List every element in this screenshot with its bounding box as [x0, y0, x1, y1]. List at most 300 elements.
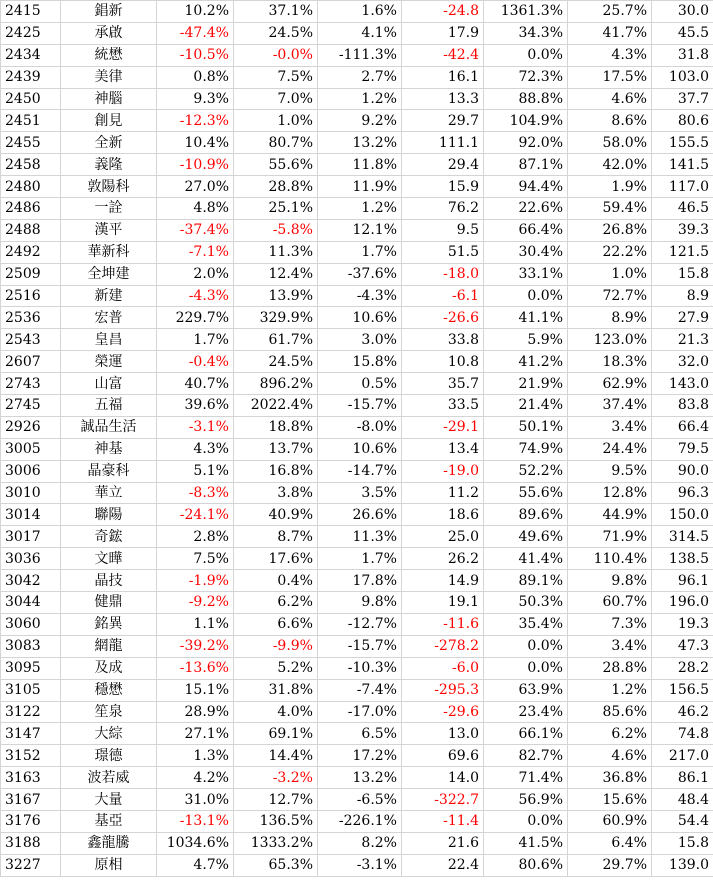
stock-name-cell: 創見: [61, 110, 157, 132]
stock-name-cell: 承啟: [61, 22, 157, 44]
metric-3-cell: 26.6%: [318, 504, 402, 526]
table-row: [1, 219, 713, 241]
price-cell: 15.8: [652, 832, 713, 854]
metric-5-cell: 104.9%: [484, 110, 568, 132]
metric-3-cell: 3.5%: [318, 482, 402, 504]
metric-6-cell: 9.5%: [568, 460, 652, 482]
metric-4-cell: 33.8: [402, 329, 484, 351]
metric-3-cell: 1.2%: [318, 198, 402, 220]
table-row: [1, 592, 713, 614]
metric-2-cell: 13.7%: [234, 438, 318, 460]
metric-4-cell: 29.4: [402, 154, 484, 176]
table-row: [1, 263, 713, 285]
metric-2-cell: 31.8%: [234, 679, 318, 701]
stock-name-cell: 聯陽: [61, 504, 157, 526]
stock-code-cell: 3188: [1, 832, 61, 854]
price-cell: 96.3: [652, 482, 713, 504]
metric-3-cell: 15.8%: [318, 351, 402, 373]
metric-5-cell: 89.1%: [484, 570, 568, 592]
metric-5-cell: 82.7%: [484, 745, 568, 767]
metric-1-cell: 5.1%: [157, 460, 234, 482]
metric-2-cell: 40.9%: [234, 504, 318, 526]
metric-6-cell: 7.3%: [568, 613, 652, 635]
metric-4-cell: -6.0: [402, 657, 484, 679]
stock-name-cell: 文曄: [61, 548, 157, 570]
price-cell: 8.9: [652, 285, 713, 307]
stock-name-cell: 誠品生活: [61, 416, 157, 438]
table-row: [1, 767, 713, 789]
metric-4-cell: 11.2: [402, 482, 484, 504]
metric-2-cell: 24.5%: [234, 22, 318, 44]
metric-2-cell: 61.7%: [234, 329, 318, 351]
metric-5-cell: 41.4%: [484, 548, 568, 570]
metric-4-cell: 25.0: [402, 526, 484, 548]
metric-5-cell: 0.0%: [484, 44, 568, 66]
metric-1-cell: 4.7%: [157, 854, 234, 876]
stock-code-cell: 3152: [1, 745, 61, 767]
metric-4-cell: -322.7: [402, 789, 484, 811]
metric-3-cell: -37.6%: [318, 263, 402, 285]
stock-name-cell: 五福: [61, 395, 157, 417]
table-row: [1, 482, 713, 504]
price-cell: 138.5: [652, 548, 713, 570]
table-row: [1, 395, 713, 417]
stock-name-cell: 榮運: [61, 351, 157, 373]
metric-3-cell: 0.5%: [318, 373, 402, 395]
table-row: [1, 504, 713, 526]
metric-2-cell: 80.7%: [234, 132, 318, 154]
stock-name-cell: 全新: [61, 132, 157, 154]
metric-1-cell: -47.4%: [157, 22, 234, 44]
metric-6-cell: 85.6%: [568, 701, 652, 723]
metric-4-cell: 14.9: [402, 570, 484, 592]
stock-code-cell: 2434: [1, 44, 61, 66]
metric-2-cell: 4.0%: [234, 701, 318, 723]
metric-5-cell: 41.2%: [484, 351, 568, 373]
stock-code-cell: 3014: [1, 504, 61, 526]
price-cell: 156.5: [652, 679, 713, 701]
metric-2-cell: 24.5%: [234, 351, 318, 373]
metric-1-cell: -13.6%: [157, 657, 234, 679]
stock-code-cell: 2439: [1, 66, 61, 88]
metric-2-cell: -3.2%: [234, 767, 318, 789]
stock-code-cell: 2745: [1, 395, 61, 417]
stock-name-cell: 大綜: [61, 723, 157, 745]
metric-4-cell: 15.9: [402, 176, 484, 198]
metric-5-cell: 71.4%: [484, 767, 568, 789]
stock-name-cell: 奇鋐: [61, 526, 157, 548]
stock-name-cell: 漢平: [61, 219, 157, 241]
metric-2-cell: 1.0%: [234, 110, 318, 132]
metric-4-cell: 9.5: [402, 219, 484, 241]
metric-5-cell: 49.6%: [484, 526, 568, 548]
metric-6-cell: 62.9%: [568, 373, 652, 395]
metric-3-cell: -8.0%: [318, 416, 402, 438]
stock-name-cell: 敦陽科: [61, 176, 157, 198]
metric-5-cell: 22.6%: [484, 198, 568, 220]
table-row: [1, 66, 713, 88]
metric-1-cell: 1.3%: [157, 745, 234, 767]
metric-4-cell: 69.6: [402, 745, 484, 767]
stock-name-cell: 一詮: [61, 198, 157, 220]
metric-6-cell: 24.4%: [568, 438, 652, 460]
stock-code-cell: 2926: [1, 416, 61, 438]
metric-4-cell: 13.3: [402, 88, 484, 110]
metric-4-cell: 35.7: [402, 373, 484, 395]
table-row: [1, 307, 713, 329]
stock-name-cell: 宏普: [61, 307, 157, 329]
metric-3-cell: 11.3%: [318, 526, 402, 548]
stock-name-cell: 基亞: [61, 810, 157, 832]
metric-4-cell: 111.1: [402, 132, 484, 154]
metric-1-cell: 27.0%: [157, 176, 234, 198]
metric-1-cell: -9.2%: [157, 592, 234, 614]
metric-6-cell: 25.7%: [568, 1, 652, 23]
metric-1-cell: -37.4%: [157, 219, 234, 241]
price-cell: 46.2: [652, 701, 713, 723]
metric-3-cell: -15.7%: [318, 635, 402, 657]
price-cell: 150.0: [652, 504, 713, 526]
metric-6-cell: 1.9%: [568, 176, 652, 198]
table-row: [1, 832, 713, 854]
metric-1-cell: 1034.6%: [157, 832, 234, 854]
table-row: [1, 548, 713, 570]
price-cell: 314.5: [652, 526, 713, 548]
table-row: [1, 132, 713, 154]
metric-5-cell: 63.9%: [484, 679, 568, 701]
metric-4-cell: 29.7: [402, 110, 484, 132]
metric-1-cell: 1.7%: [157, 329, 234, 351]
metric-5-cell: 23.4%: [484, 701, 568, 723]
metric-2-cell: 0.4%: [234, 570, 318, 592]
metric-1-cell: 4.8%: [157, 198, 234, 220]
metric-2-cell: 1333.2%: [234, 832, 318, 854]
table-row: [1, 679, 713, 701]
metric-5-cell: 94.4%: [484, 176, 568, 198]
metric-4-cell: -26.6: [402, 307, 484, 329]
metric-6-cell: 9.8%: [568, 570, 652, 592]
metric-6-cell: 18.3%: [568, 351, 652, 373]
stock-name-cell: 笙泉: [61, 701, 157, 723]
metric-1-cell: 10.2%: [157, 1, 234, 23]
price-cell: 196.0: [652, 592, 713, 614]
metric-1-cell: 2.8%: [157, 526, 234, 548]
metric-3-cell: -10.3%: [318, 657, 402, 679]
metric-5-cell: 92.0%: [484, 132, 568, 154]
table-row: [1, 154, 713, 176]
metric-5-cell: 41.1%: [484, 307, 568, 329]
stock-name-cell: 晶豪科: [61, 460, 157, 482]
metric-2-cell: -9.9%: [234, 635, 318, 657]
stock-code-cell: 3010: [1, 482, 61, 504]
metric-1-cell: 27.1%: [157, 723, 234, 745]
table-row: [1, 789, 713, 811]
metric-2-cell: 17.6%: [234, 548, 318, 570]
metric-6-cell: 17.5%: [568, 66, 652, 88]
price-cell: 117.0: [652, 176, 713, 198]
metric-2-cell: -5.8%: [234, 219, 318, 241]
price-cell: 27.9: [652, 307, 713, 329]
metric-3-cell: -14.7%: [318, 460, 402, 482]
metric-1-cell: -39.2%: [157, 635, 234, 657]
metric-2-cell: 12.4%: [234, 263, 318, 285]
stock-name-cell: 神基: [61, 438, 157, 460]
stock-code-cell: 2516: [1, 285, 61, 307]
stock-code-cell: 3163: [1, 767, 61, 789]
stock-code-cell: 2486: [1, 198, 61, 220]
table-row: [1, 416, 713, 438]
table-row: [1, 1, 713, 23]
metric-6-cell: 3.4%: [568, 635, 652, 657]
stock-code-cell: 2607: [1, 351, 61, 373]
stock-name-cell: 全坤建: [61, 263, 157, 285]
metric-6-cell: 6.4%: [568, 832, 652, 854]
stock-name-cell: 義隆: [61, 154, 157, 176]
metric-5-cell: 21.4%: [484, 395, 568, 417]
stock-name-cell: 晶技: [61, 570, 157, 592]
metric-4-cell: -29.1: [402, 416, 484, 438]
metric-3-cell: -17.0%: [318, 701, 402, 723]
metric-4-cell: 22.4: [402, 854, 484, 876]
metric-6-cell: 26.8%: [568, 219, 652, 241]
price-cell: 155.5: [652, 132, 713, 154]
table-row: [1, 701, 713, 723]
metric-3-cell: 17.8%: [318, 570, 402, 592]
table-row: [1, 745, 713, 767]
metric-4-cell: -11.4: [402, 810, 484, 832]
stock-code-cell: 3083: [1, 635, 61, 657]
stock-name-cell: 美律: [61, 66, 157, 88]
stock-code-cell: 3147: [1, 723, 61, 745]
metric-3-cell: 9.2%: [318, 110, 402, 132]
metric-2-cell: 7.0%: [234, 88, 318, 110]
table-row: [1, 526, 713, 548]
metric-4-cell: 14.0: [402, 767, 484, 789]
metric-1-cell: 229.7%: [157, 307, 234, 329]
stock-code-cell: 3227: [1, 854, 61, 876]
metric-5-cell: 56.9%: [484, 789, 568, 811]
metric-1-cell: 15.1%: [157, 679, 234, 701]
metric-4-cell: -24.8: [402, 1, 484, 23]
metric-4-cell: 13.0: [402, 723, 484, 745]
metric-6-cell: 29.7%: [568, 854, 652, 876]
metric-5-cell: 30.4%: [484, 241, 568, 263]
stock-code-cell: 3006: [1, 460, 61, 482]
metric-4-cell: -42.4: [402, 44, 484, 66]
metric-4-cell: -295.3: [402, 679, 484, 701]
stock-code-cell: 3095: [1, 657, 61, 679]
metric-2-cell: 55.6%: [234, 154, 318, 176]
metric-4-cell: 26.2: [402, 548, 484, 570]
table-row: [1, 351, 713, 373]
metric-4-cell: -29.6: [402, 701, 484, 723]
stock-name-cell: 波若威: [61, 767, 157, 789]
metric-1-cell: -1.9%: [157, 570, 234, 592]
stock-code-cell: 2450: [1, 88, 61, 110]
table-row: [1, 198, 713, 220]
metric-2-cell: 18.8%: [234, 416, 318, 438]
metric-6-cell: 8.9%: [568, 307, 652, 329]
metric-5-cell: 21.9%: [484, 373, 568, 395]
metric-6-cell: 37.4%: [568, 395, 652, 417]
stock-name-cell: 錩新: [61, 1, 157, 23]
stock-code-cell: 3176: [1, 810, 61, 832]
stock-name-cell: 璟德: [61, 745, 157, 767]
metric-5-cell: 88.8%: [484, 88, 568, 110]
metric-3-cell: 1.6%: [318, 1, 402, 23]
price-cell: 74.8: [652, 723, 713, 745]
metric-1-cell: -0.4%: [157, 351, 234, 373]
metric-4-cell: 76.2: [402, 198, 484, 220]
stock-code-cell: 2425: [1, 22, 61, 44]
metric-1-cell: -12.3%: [157, 110, 234, 132]
metric-3-cell: 10.6%: [318, 307, 402, 329]
metric-2-cell: 37.1%: [234, 1, 318, 23]
metric-6-cell: 110.4%: [568, 548, 652, 570]
stock-name-cell: 山富: [61, 373, 157, 395]
metric-6-cell: 1.0%: [568, 263, 652, 285]
table-row: [1, 635, 713, 657]
stock-code-cell: 3005: [1, 438, 61, 460]
stock-name-cell: 鑫龍騰: [61, 832, 157, 854]
metric-2-cell: 8.7%: [234, 526, 318, 548]
price-cell: 103.0: [652, 66, 713, 88]
metric-2-cell: 13.9%: [234, 285, 318, 307]
metric-3-cell: -4.3%: [318, 285, 402, 307]
metric-5-cell: 50.3%: [484, 592, 568, 614]
metric-1-cell: 7.5%: [157, 548, 234, 570]
metric-6-cell: 60.7%: [568, 592, 652, 614]
price-cell: 19.3: [652, 613, 713, 635]
metric-1-cell: 0.8%: [157, 66, 234, 88]
metric-5-cell: 66.1%: [484, 723, 568, 745]
metric-2-cell: 6.2%: [234, 592, 318, 614]
metric-5-cell: 52.2%: [484, 460, 568, 482]
stock-name-cell: 皇昌: [61, 329, 157, 351]
price-cell: 30.0: [652, 1, 713, 23]
metric-1-cell: 4.2%: [157, 767, 234, 789]
price-cell: 217.0: [652, 745, 713, 767]
metric-3-cell: -3.1%: [318, 854, 402, 876]
metric-5-cell: 33.1%: [484, 263, 568, 285]
metric-6-cell: 71.9%: [568, 526, 652, 548]
metric-3-cell: -15.7%: [318, 395, 402, 417]
stock-code-cell: 3060: [1, 613, 61, 635]
metric-2-cell: 11.3%: [234, 241, 318, 263]
metric-3-cell: -12.7%: [318, 613, 402, 635]
table-row: [1, 810, 713, 832]
stock-code-cell: 2488: [1, 219, 61, 241]
metric-1-cell: -7.1%: [157, 241, 234, 263]
metric-6-cell: 6.2%: [568, 723, 652, 745]
metric-3-cell: 13.2%: [318, 132, 402, 154]
metric-3-cell: 9.8%: [318, 592, 402, 614]
metric-4-cell: -19.0: [402, 460, 484, 482]
metric-5-cell: 80.6%: [484, 854, 568, 876]
metric-4-cell: 16.1: [402, 66, 484, 88]
price-cell: 79.5: [652, 438, 713, 460]
metric-2-cell: 7.5%: [234, 66, 318, 88]
price-cell: 45.5: [652, 22, 713, 44]
metric-3-cell: 6.5%: [318, 723, 402, 745]
metric-6-cell: 123.0%: [568, 329, 652, 351]
stock-code-cell: 2509: [1, 263, 61, 285]
stock-name-cell: 原相: [61, 854, 157, 876]
metric-2-cell: 5.2%: [234, 657, 318, 679]
metric-1-cell: 9.3%: [157, 88, 234, 110]
price-cell: 83.8: [652, 395, 713, 417]
metric-1-cell: 10.4%: [157, 132, 234, 154]
stock-code-cell: 2451: [1, 110, 61, 132]
table-row: [1, 241, 713, 263]
metric-3-cell: 1.2%: [318, 88, 402, 110]
metric-6-cell: 3.4%: [568, 416, 652, 438]
metric-3-cell: 3.0%: [318, 329, 402, 351]
metric-4-cell: 21.6: [402, 832, 484, 854]
table-row: [1, 373, 713, 395]
price-cell: 32.0: [652, 351, 713, 373]
table-row: [1, 22, 713, 44]
stock-code-cell: 2415: [1, 1, 61, 23]
stock-name-cell: 華新科: [61, 241, 157, 263]
metric-6-cell: 1.2%: [568, 679, 652, 701]
stock-name-cell: 大量: [61, 789, 157, 811]
price-cell: 39.3: [652, 219, 713, 241]
metric-4-cell: -18.0: [402, 263, 484, 285]
metric-3-cell: -6.5%: [318, 789, 402, 811]
metric-2-cell: 14.4%: [234, 745, 318, 767]
stock-code-cell: 3036: [1, 548, 61, 570]
metric-4-cell: 33.5: [402, 395, 484, 417]
metric-5-cell: 87.1%: [484, 154, 568, 176]
metric-3-cell: -111.3%: [318, 44, 402, 66]
metric-6-cell: 28.8%: [568, 657, 652, 679]
metric-2-cell: 16.8%: [234, 460, 318, 482]
metric-1-cell: 2.0%: [157, 263, 234, 285]
metric-3-cell: -226.1%: [318, 810, 402, 832]
metric-2-cell: 69.1%: [234, 723, 318, 745]
price-cell: 143.0: [652, 373, 713, 395]
metric-1-cell: -13.1%: [157, 810, 234, 832]
metric-2-cell: -0.0%: [234, 44, 318, 66]
metric-5-cell: 55.6%: [484, 482, 568, 504]
price-cell: 139.0: [652, 854, 713, 876]
metric-3-cell: -7.4%: [318, 679, 402, 701]
metric-4-cell: -6.1: [402, 285, 484, 307]
stock-name-cell: 穩懋: [61, 679, 157, 701]
metric-2-cell: 6.6%: [234, 613, 318, 635]
stock-code-cell: 3122: [1, 701, 61, 723]
stock-name-cell: 華立: [61, 482, 157, 504]
stock-code-cell: 3042: [1, 570, 61, 592]
stock-name-cell: 健鼎: [61, 592, 157, 614]
metric-2-cell: 136.5%: [234, 810, 318, 832]
metric-6-cell: 58.0%: [568, 132, 652, 154]
metric-5-cell: 34.3%: [484, 22, 568, 44]
metric-3-cell: 2.7%: [318, 66, 402, 88]
stock-code-cell: 2743: [1, 373, 61, 395]
metric-2-cell: 25.1%: [234, 198, 318, 220]
price-cell: 15.8: [652, 263, 713, 285]
metric-5-cell: 1361.3%: [484, 1, 568, 23]
metric-6-cell: 60.9%: [568, 810, 652, 832]
price-cell: 96.1: [652, 570, 713, 592]
metric-6-cell: 12.8%: [568, 482, 652, 504]
metric-4-cell: 10.8: [402, 351, 484, 373]
stock-code-cell: 3105: [1, 679, 61, 701]
price-cell: 86.1: [652, 767, 713, 789]
metric-5-cell: 72.3%: [484, 66, 568, 88]
